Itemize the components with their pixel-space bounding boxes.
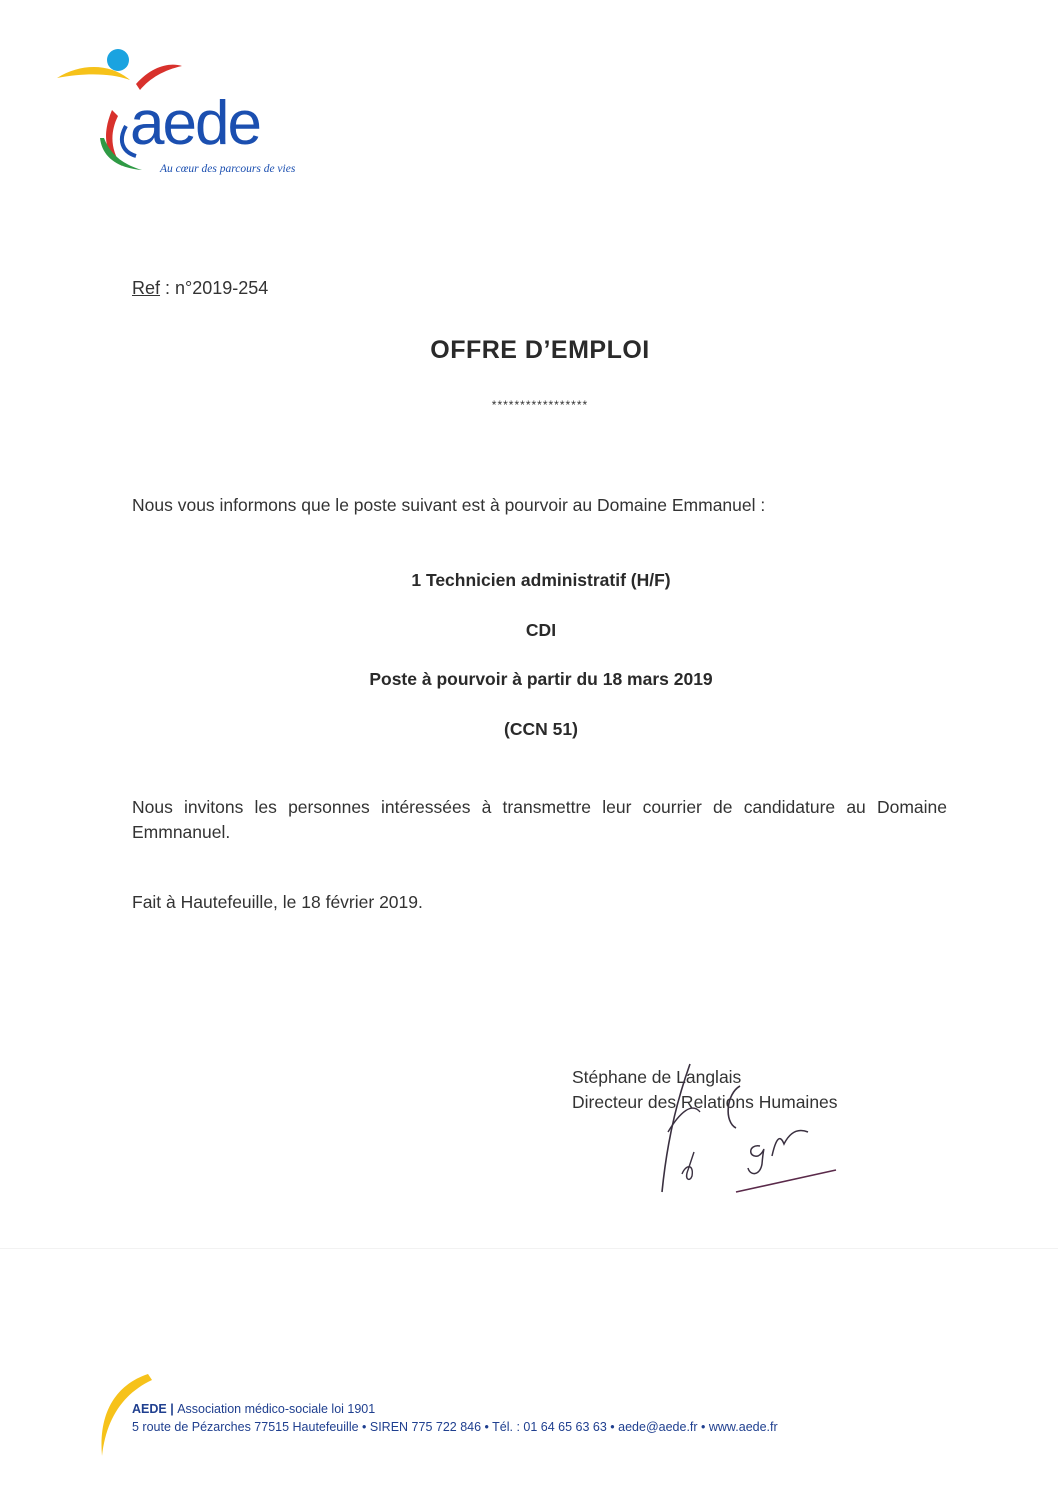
reference-value: : n°2019-254	[160, 278, 269, 298]
page-title: OFFRE D’EMPLOI	[430, 336, 650, 364]
signatory-role: Directeur des Relations Humaines	[572, 1092, 838, 1112]
footer-org-description: Association médico-sociale loi 1901	[177, 1402, 376, 1416]
signatory-name: Stéphane de Langlais	[572, 1067, 742, 1087]
aede-logo	[52, 44, 352, 184]
footer-org-separator: |	[166, 1402, 178, 1416]
svg-text:aede: aede	[130, 89, 260, 158]
job-title: 1 Technicien administratif (H/F)	[411, 570, 671, 590]
footer-organization	[132, 1402, 375, 1416]
start-date: Poste à pourvoir à partir du 18 mars 2019	[369, 669, 713, 689]
invitation-text: Nous invitons les personnes intéressées à transmettre leur courrier de candidature au Domaine Emmnanuel.	[132, 797, 947, 842]
reference-label: Ref	[132, 278, 161, 298]
reference	[132, 278, 268, 299]
handwritten-signature	[640, 1052, 850, 1202]
collective-agreement: (CCN 51)	[504, 719, 578, 739]
footer-contact: 5 route de Pézarches 77515 Hautefeuille • SIREN 775 722 846 • Tél. : 01 64 65 63 63 • aede@aede.fr • www.aede.fr	[132, 1420, 778, 1434]
separator-stars: *****************	[491, 398, 589, 412]
contract-type: CDI	[525, 620, 557, 640]
footer-divider	[0, 1248, 1058, 1249]
intro-text: Nous vous informons que le poste suivant est à pourvoir au Domaine Emmanuel :	[132, 495, 766, 515]
footer-org-name: AEDE	[132, 1402, 167, 1416]
place-date: Fait à Hautefeuille, le 18 février 2019.	[132, 892, 423, 912]
svg-text:Au cœur des parcours de vies: Au cœur des parcours de vies	[160, 163, 296, 175]
